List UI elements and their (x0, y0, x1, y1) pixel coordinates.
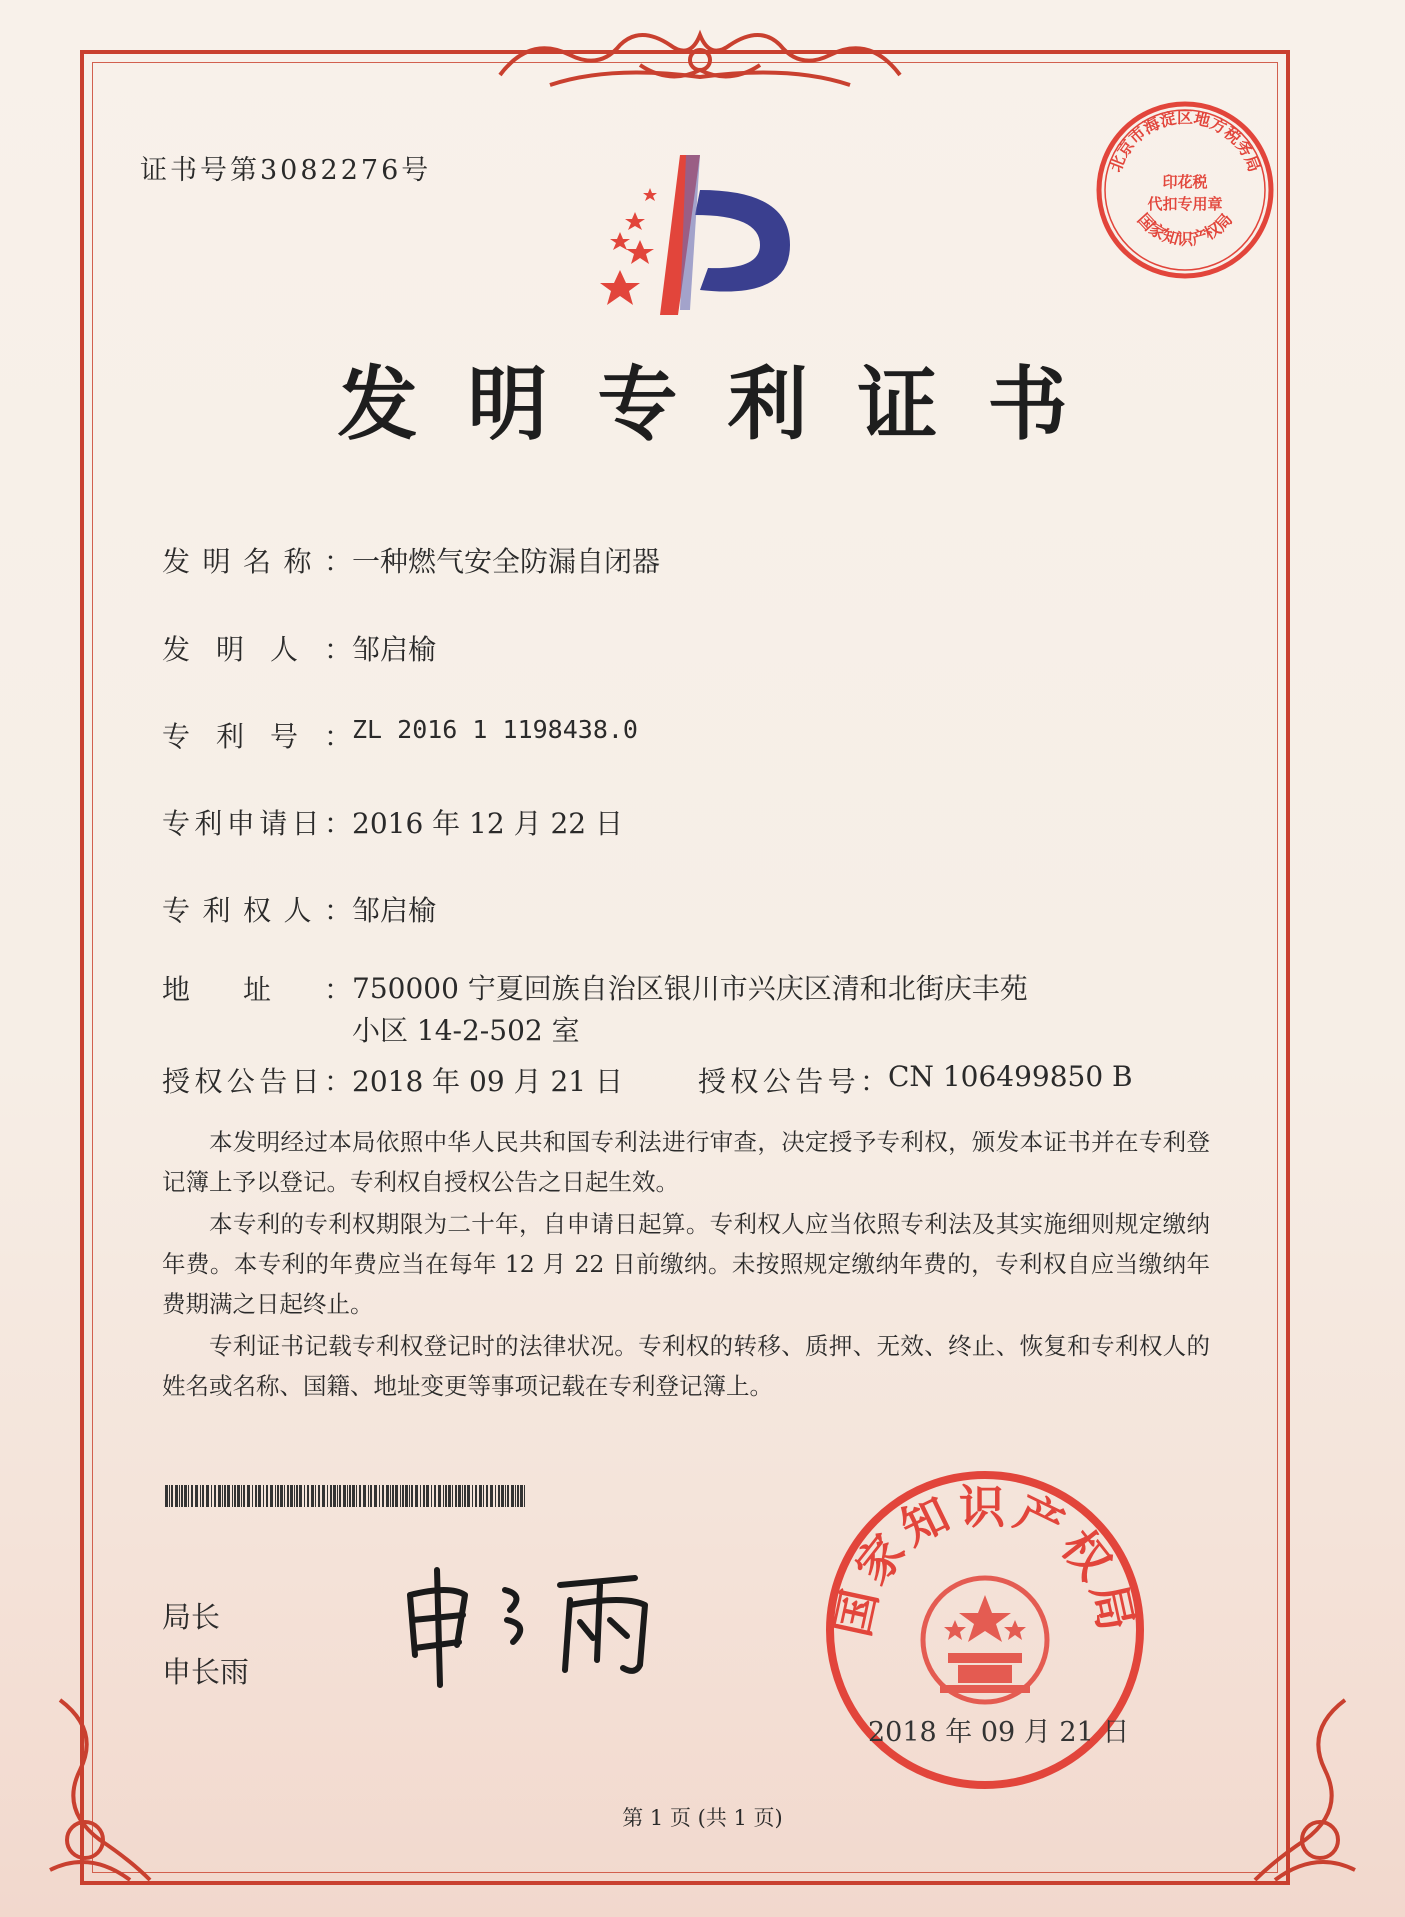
field-label: 地址： (162, 973, 352, 1006)
field-value: 750000 宁夏回族自治区银川市兴庆区清和北街庆丰苑小区 14-2-502 室 (352, 972, 1028, 1047)
signature (395, 1560, 695, 1690)
field-value: 2016 年 12 月 22 日 (352, 807, 624, 840)
field-label: 专利号： (162, 720, 352, 753)
tax-seal-ring-text: 北京市海淀区地方税务局 (1105, 107, 1265, 175)
field-label: 发明名称： (162, 545, 352, 578)
corner-ornament-icon (40, 1690, 170, 1890)
certificate-number: 证书号第3082276号 (140, 155, 432, 186)
field-label: 发明人： (162, 633, 352, 666)
patent-office-logo-icon (590, 150, 810, 320)
tax-seal-center-2: 代扣专用章 (1147, 195, 1223, 213)
tax-seal-center-1: 印花税 (1162, 173, 1208, 191)
field-value: CN 106499850 B (888, 1060, 1133, 1093)
body-paragraph: 专利证书记载专利权登记时的法律状况。专利权的转移、质押、无效、终止、恢复和专利权人的姓名或名称、国籍、地址变更等事项记载在专利登记簿上。 (162, 1332, 1210, 1400)
tax-seal (1090, 95, 1280, 285)
field-grant-date (162, 1060, 623, 1100)
field-invention-name (162, 540, 660, 580)
field-patent-number (162, 715, 638, 755)
page-number: 第 1 页 (共 1 页) (622, 1806, 783, 1830)
field-inventor (162, 628, 436, 668)
field-address (162, 968, 1052, 1052)
field-label: 专利申请日： (162, 807, 352, 840)
seal-ring-text: 国家知识产权局 (825, 1479, 1145, 1642)
field-value: ZL 2016 1 1198438.0 (352, 715, 638, 744)
field-label: 授权公告日： (162, 1065, 352, 1098)
body-paragraph: 本发明经过本局依照中华人民共和国专利法进行审查，决定授予专利权，颁发本证书并在专利登记簿上予以登记。专利权自授权公告之日起生效。 (162, 1128, 1210, 1196)
page-title: 发明专利证书 (337, 358, 1118, 451)
top-ornament-icon (490, 15, 910, 95)
field-patentee (162, 889, 436, 929)
svg-text:北京市海淀区地方税务局 (1106, 108, 1265, 174)
certificate-body (162, 1122, 1210, 1408)
field-label: 授权公告号： (698, 1065, 888, 1098)
corner-ornament-icon (1235, 1690, 1365, 1890)
field-label: 专利权人： (162, 894, 352, 927)
barcode-icon (165, 1485, 525, 1507)
seal-date: 2018 年 09 月 21 日 (868, 1717, 1130, 1748)
field-value: 2018 年 09 月 21 日 (352, 1065, 624, 1098)
svg-text:国家知识产权局 (1134, 210, 1236, 249)
director-name: 申长雨 (162, 1655, 250, 1689)
field-application-date (162, 802, 623, 842)
field-value: 邹启榆 (352, 633, 437, 666)
tax-seal-bottom-text: 国家知识产权局 (1133, 209, 1237, 249)
field-value: 一种燃气安全防漏自闭器 (352, 545, 661, 578)
field-value: 邹启榆 (352, 894, 437, 927)
field-grant-number (698, 1060, 1133, 1100)
body-paragraph: 本专利的专利权期限为二十年，自申请日起算。专利权人应当依照专利法及其实施细则规定缴纳年费。本专利的年费应当在每年 12 月 22 日前缴纳。未按照规定缴纳年费的，专利权自应当缴纳年费期满之日起终止。 (162, 1210, 1210, 1318)
director-title: 局长 (162, 1600, 221, 1634)
